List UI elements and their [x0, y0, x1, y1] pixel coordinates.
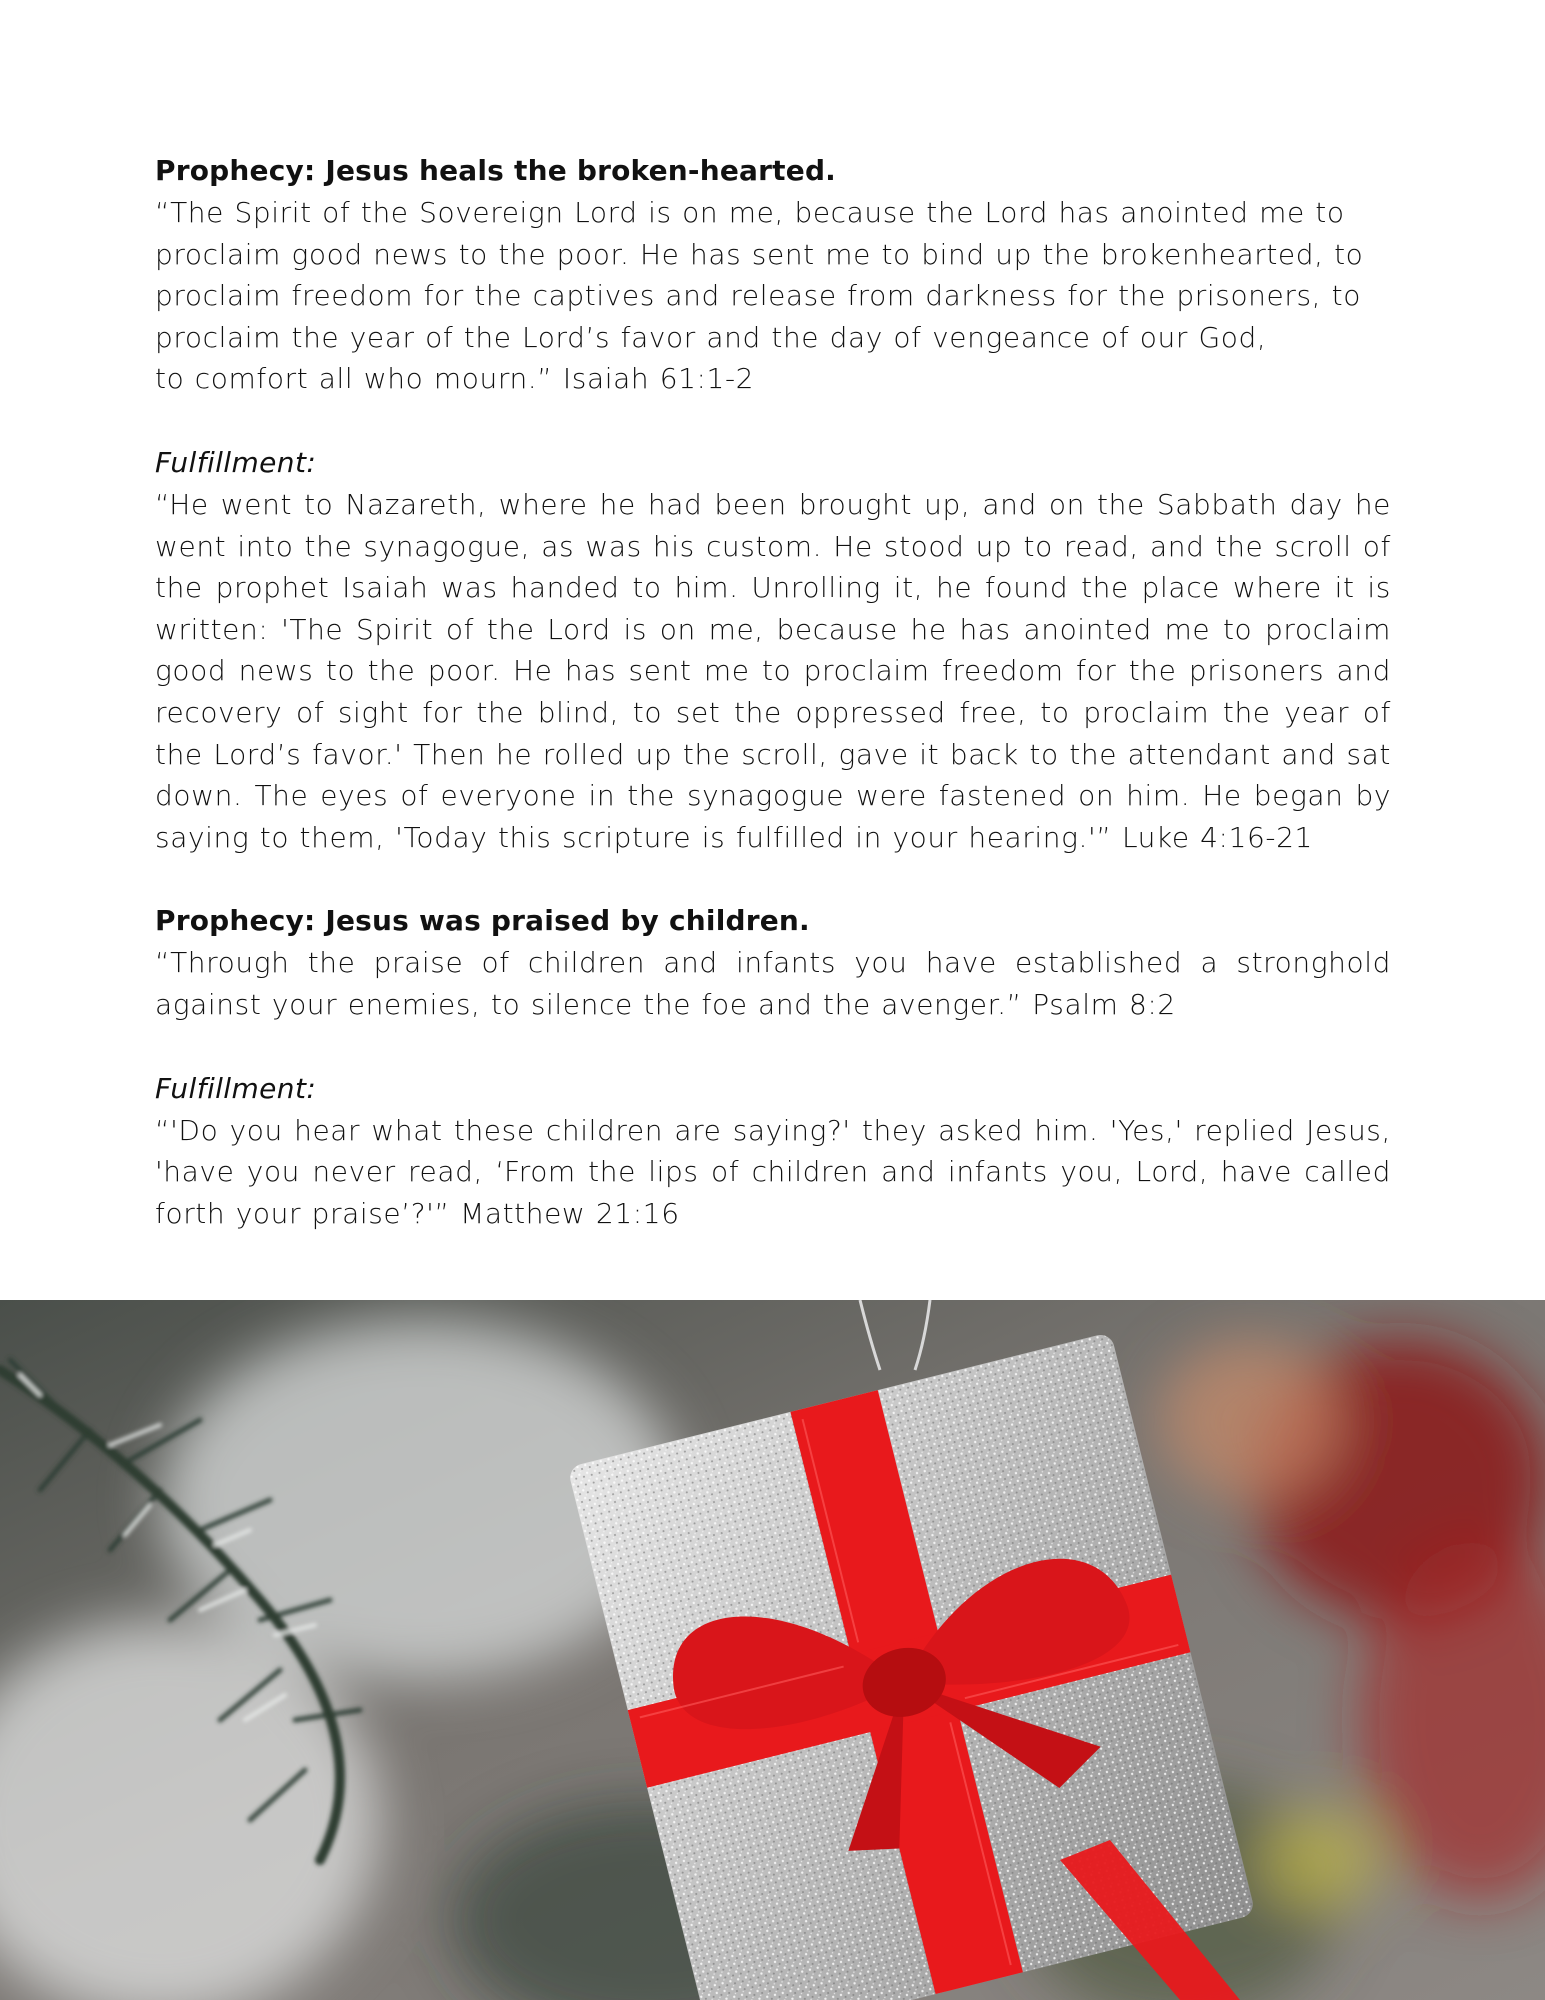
gift-ornament-photo: [0, 1300, 1545, 2000]
section-1-fulfillment-label: Fulfillment:: [155, 445, 317, 479]
section-1-prophecy-text: “The Spirit of the Sovereign Lord is on me, because the Lord has anointed me to proclaim good news to the poor. He has sent me to bind up the brokenhearted, to proclaim freedom for the captives and release from darkness for the prisoners, to proclaim the year of the Lord’s favor and the day of vengeance of our God,: [155, 196, 1364, 354]
section-2-fulfillment-text: “'Do you hear what these children are saying?' they asked him. 'Yes,' replied Jesus, 'have you never read, ‘From the lips of children and infants you, Lord, have called forth your praise’?'” Matthew 21:16: [155, 1113, 1391, 1230]
section-1-fulfillment-text: “He went to Nazareth, where he had been brought up, and on the Sabbath day he went into the synagogue, as was his custom. He stood up to read, and the scroll of the prophet Isaiah was handed to him. Unrolling it, he found the place where it is written: 'The Spirit of the Lord is on me, because he has anointed me to proclaim good news to the poor. He has sent me to proclaim freedom for the prisoners and recovery of sight for the blind, to set the oppressed free, to proclaim the year of the Lord’s favor.' Then he rolled up the scroll, gave it back to the attendant and sat down. The eyes of everyone in the synagogue were fastened on him. He began by saying to them, 'Today this scripture is fulfilled in your hearing.'” Luke 4:16-21: [155, 487, 1391, 854]
section-1-prophecy-text-end: to comfort all who mourn.” Isaiah 61:1-2: [155, 362, 755, 396]
section-2-heading: Prophecy: Jesus was praised by children.: [155, 904, 810, 938]
section-1-heading: Prophecy: Jesus heals the broken-hearted.: [155, 154, 837, 187]
section-2-fulfillment-label: Fulfillment:: [155, 1071, 317, 1105]
section-2-prophecy-text: “Through the praise of children and infants you have established a stronghold against your enemies, to silence the foe and the avenger.” Psalm 8:2: [155, 946, 1391, 1021]
page-content: [155, 150, 1391, 1234]
